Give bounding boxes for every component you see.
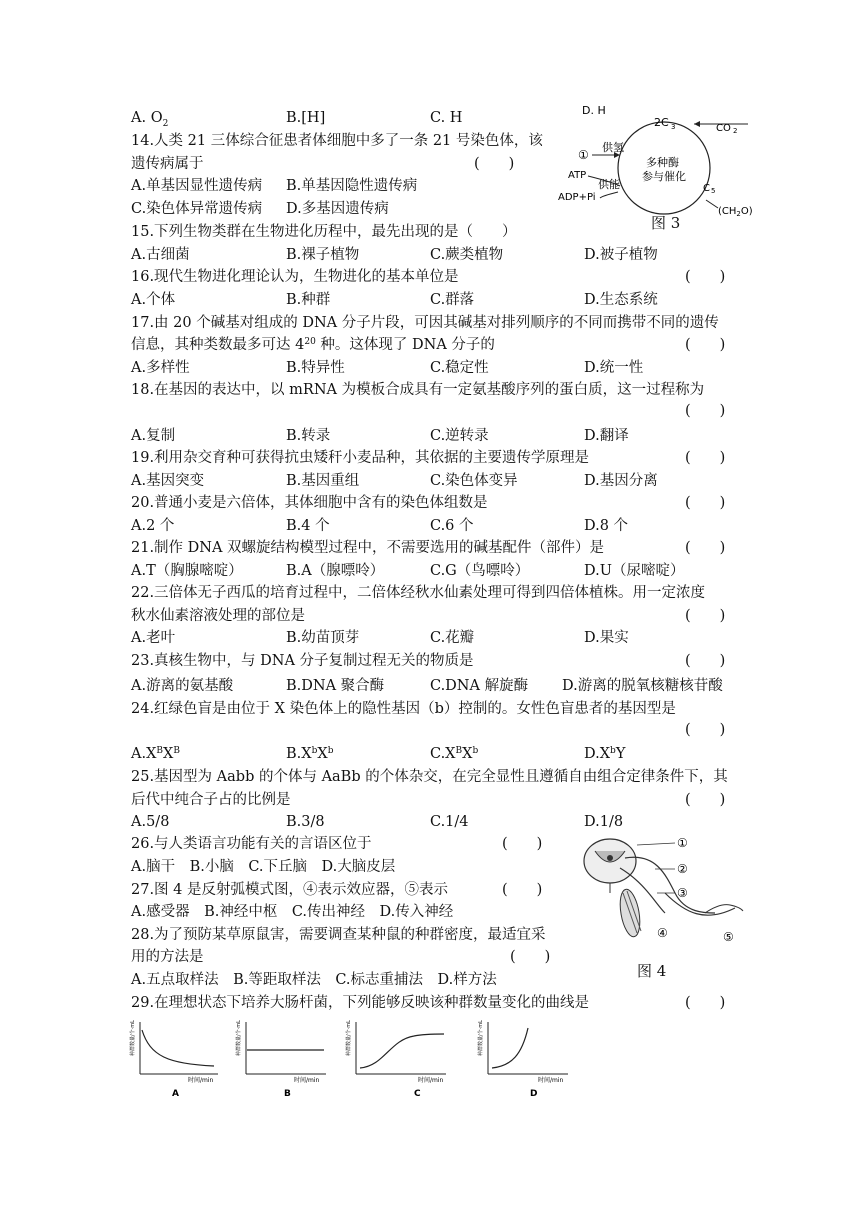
fig4-label-2: ② [677,862,688,876]
q29-paren: ( ) [685,995,726,1011]
q15-option-b: B.裸子植物 [286,247,360,263]
q27-paren: ( ) [502,882,543,898]
graph-d [477,1020,568,1099]
q21-paren: ( ) [685,540,726,556]
graph-a-letter: A [172,1089,179,1099]
q21-option-d: D.U（尿嘧啶） [584,563,685,579]
graph-a-xlabel: 时间/min [188,1077,214,1084]
figure-3-calvin-cycle [552,104,772,228]
q16-stem: 16.现代生物进化理论认为，生物进化的基本单位是 [131,269,459,285]
q26-paren: ( ) [502,836,543,852]
q17-option-b: B.特异性 [286,360,345,376]
q16-paren: ( ) [685,269,726,285]
q16-option-a: A.个体 [131,292,176,308]
q24-option-b: $B.X^bX^b$ [286,746,334,762]
fig3-label-supply-energy: 供能 [598,178,620,191]
q18-paren: ( ) [685,403,726,419]
q26-stem: 26.与人类语言功能有关的言语区位于 [131,836,372,852]
q24-option-d: $D.X^bY$ [584,746,626,762]
q24-option-a: $A.X^BX^B$ [131,746,180,762]
q20-paren: ( ) [685,495,726,511]
q23-stem: 23.真核生物中，与 DNA 分子复制过程无关的物质是 [131,653,474,669]
graph-b [235,1020,326,1099]
q20-option-c: C.6 个 [430,518,474,534]
graph-a-ylabel: 种群数量/个·mL [130,1020,136,1056]
graph-d-letter: D [530,1089,538,1099]
fig3-label-c5: C [703,183,710,194]
q16-option-b: B.种群 [286,292,331,308]
q21-option-b: B.A（腺嘌呤） [286,563,385,579]
q28-paren: ( ) [510,949,551,965]
q19-option-a: A.基因突变 [131,473,205,489]
q13-option-c: C. H [430,110,463,126]
graph-c-letter: C [414,1089,421,1099]
q25-paren: ( ) [685,792,726,808]
graph-d-xlabel: 时间/min [538,1077,564,1084]
q27-stem: 27.图 4 是反射弧模式图，④表示效应器，⑤表示 [131,882,449,898]
q14-option-c: C.染色体异常遗传病 [131,201,263,217]
graph-c-ylabel: 种群数量/个·mL [346,1020,352,1056]
q15-stem: 15.下列生物类群在生物进化历程中，最先出现的是（ ） [131,224,517,240]
q15-option-c: C.蕨类植物 [430,247,504,263]
q21-option-c: C.G（鸟嘌呤） [430,563,530,579]
figure-3-caption: 图 3 [651,214,681,232]
graph-a [129,1020,218,1099]
q14-stem-line2: 遗传病属于 [131,156,204,172]
graph-b-xlabel: 时间/min [294,1077,320,1084]
q25-option-d: D.1/8 [584,814,624,830]
q15-option-a: A.古细菌 [131,247,190,263]
fig3-label-adp: ADP+Pi [558,192,596,203]
q21-stem: 21.制作 DNA 双螺旋结构模型过程中，不需要选用的碱基配件（部件）是 [131,540,605,556]
q28-options: A.五点取样法 B.等距取样法 C.标志重捕法 D.样方法 [131,972,497,988]
fig3-label-1: ① [578,148,589,162]
fig4-label-5: ⑤ [723,930,734,944]
q28-stem-line1: 28.为了预防某草原鼠害，需要调查某种鼠的种群密度，最适宜采 [131,927,546,943]
q14-stem-line1: 14.人类 21 三体综合征患者体细胞中多了一条 21 号染色体，该 [131,133,543,149]
svg-text:3: 3 [671,123,676,131]
fig3-label-co2: CO [716,123,731,134]
q25-option-a: A.5/8 [131,814,170,830]
fig4-label-4: ④ [657,926,668,940]
q17-option-a: A.多样性 [131,360,190,376]
fig4-label-1: ① [677,836,688,850]
q25-option-b: B.3/8 [286,814,325,830]
fig3-label-dh: D. H [582,104,606,117]
figure-4-caption: 图 4 [637,962,667,980]
q16-option-c: C.群落 [430,292,475,308]
q18-option-a: A.复制 [131,428,176,444]
fig3-label-supply-h: 供氢 [602,141,624,154]
q21-option-a: A.T（胸腺嘧啶） [131,563,243,579]
q23-option-b: B.DNA 聚合酶 [286,678,385,694]
q17-stem-line2: 信息，其种类数最多可达 $4^{20}$ 种。这体现了 DNA 分子的 [131,337,495,353]
q22-paren: ( ) [685,608,726,624]
q19-option-d: D.基因分离 [584,473,658,489]
q24-option-c: $C.X^BX^b$ [430,746,479,762]
q25-option-c: C.1/4 [430,814,469,830]
graph-c-xlabel: 时间/min [418,1077,444,1084]
svg-text:5: 5 [711,187,716,195]
graph-c [345,1020,446,1099]
q22-stem-line2: 秋水仙素溶液处理的部位是 [131,608,305,624]
svg-text:2: 2 [733,127,738,135]
q18-stem: 18.在基因的表达中，以 mRNA 为模板合成具有一定氨基酸序列的蛋白质，这一过程称为 [131,382,705,398]
q17-option-d: D.统一性 [584,360,644,376]
q24-paren: ( ) [685,722,726,738]
q22-option-d: D.果实 [584,630,629,646]
q14-option-d: D.多基因遗传病 [286,201,389,217]
q19-option-c: C.染色体变异 [430,473,518,489]
q17-paren: ( ) [685,337,726,353]
q15-option-d: D.被子植物 [584,247,658,263]
graph-b-ylabel: 种群数量/个·mL [236,1020,242,1056]
fig4-label-3: ③ [677,886,688,900]
q16-option-d: D.生态系统 [584,292,658,308]
q19-paren: ( ) [685,450,726,466]
q18-option-b: B.转录 [286,428,331,444]
fig3-label-ch2o: $(CH_2O)$ [718,206,753,218]
q19-option-b: B.基因重组 [286,473,360,489]
q23-option-a: A.游离的氨基酸 [131,678,234,694]
q25-stem-line1: 25.基因型为 Aabb 的个体与 AaBb 的个体杂交，在完全显性且遵循自由组合定律条件下，其 [131,769,728,785]
q14-paren: ( ) [474,156,515,172]
q23-option-c: C.DNA 解旋酶 [430,678,529,694]
q22-option-a: A.老叶 [131,630,176,646]
q18-option-c: C.逆转录 [430,428,489,444]
q29-graphs [128,1014,578,1100]
q18-option-d: D.翻译 [584,428,629,444]
q28-stem-line2: 用的方法是 [131,949,204,965]
q13-option-b: B.[H] [286,110,326,126]
q29-stem: 29.在理想状态下培养大肠杆菌，下列能够反映该种群数量变化的曲线是 [131,995,590,1011]
q20-option-b: B.4 个 [286,518,330,534]
q22-stem-line1: 22.三倍体无子西瓜的培育过程中，二倍体经秋水仙素处理可得到四倍体植株。用一定浓度 [131,585,706,601]
graph-b-letter: B [284,1089,291,1099]
graph-d-ylabel: 种群数量/个·mL [478,1020,484,1056]
q25-stem-line2: 后代中纯合子占的比例是 [131,792,291,808]
q14-option-a: A.单基因显性遗传病 [131,178,263,194]
q17-stem-line1: 17.由 20 个碱基对组成的 DNA 分子片段，可因其碱基对排列顺序的不同而携带不同的遗传 [131,315,719,331]
q23-paren: ( ) [685,653,726,669]
figure-4-reflex-arc [565,833,745,953]
q13-option-a: A. $O_2$ [131,110,169,129]
q27-options: A.感受器 B.神经中枢 C.传出神经 D.传入神经 [131,904,454,920]
q20-stem: 20.普通小麦是六倍体，其体细胞中含有的染色体组数是 [131,495,488,511]
q24-stem: 24.红绿色盲是由位于 X 染色体上的隐性基因（b）控制的。女性色盲患者的基因型是 [131,701,676,717]
q14-option-b: B.单基因隐性遗传病 [286,178,418,194]
q17-option-c: C.稳定性 [430,360,489,376]
q22-option-c: C.花瓣 [430,630,475,646]
q26-options: A.脑干 B.小脑 C.下丘脑 D.大脑皮层 [131,859,396,875]
q20-option-a: A.2 个 [131,518,175,534]
fig3-label-catalysis: 参与催化 [642,170,686,183]
fig3-label-2c: 2C [654,116,669,129]
fig3-label-atp: ATP [568,170,587,181]
fig3-label-enzymes: 多种酶 [646,156,679,169]
q20-option-d: D.8 个 [584,518,629,534]
q19-stem: 19.利用杂交育种可获得抗虫矮秆小麦品种，其依据的主要遗传学原理是 [131,450,590,466]
q23-option-d: D.游离的脱氧核糖核苷酸 [562,678,723,694]
q22-option-b: B.幼苗顶芽 [286,630,360,646]
